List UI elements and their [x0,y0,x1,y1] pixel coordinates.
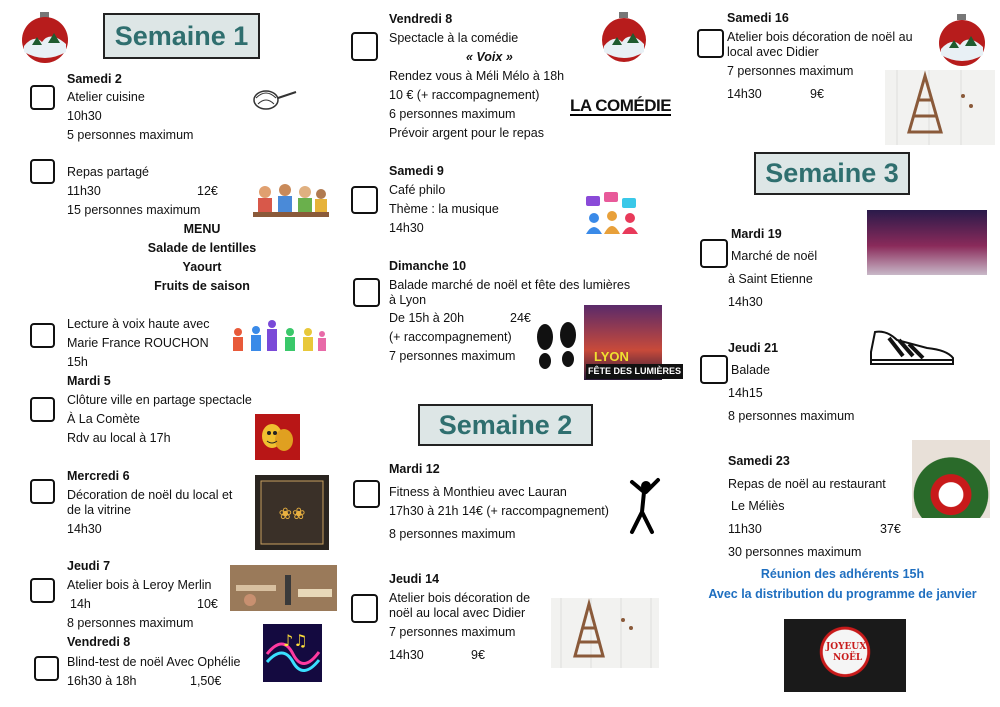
event-text: à Saint Etienne [728,272,813,286]
joyeux-noel-text: JOYEUX [826,642,867,652]
event-text: Balade marché de noël et fête des lumières [389,278,631,292]
event-text: À La Comète [67,412,140,426]
footprints-icon [534,323,580,373]
event-text: 10€ [197,597,218,611]
event-text: 1,50€ [190,674,222,688]
day-title: Samedi 23 [728,454,790,468]
checkbox-marche[interactable] [700,239,728,268]
event-text: 7 personnes maximum [389,349,516,363]
checkbox-bois[interactable] [30,578,55,603]
speech-bubbles-icon [582,192,646,234]
week-1-heading: Semaine 1 [103,13,260,59]
event-text: Fitness à Monthieu avec Lauran [389,485,567,499]
event-text: Marie France ROUCHON [67,336,209,350]
event-text: 12€ [197,184,218,198]
wooden-tree-icon [885,70,995,145]
event-text: 14h30 [67,522,102,536]
event-text: local avec Didier [727,45,819,59]
event-text: noël au local avec Didier [389,606,526,620]
event-text: Rdv au local à 17h [67,431,171,445]
checkbox-cloture[interactable] [30,397,55,422]
svg-text:♪♫: ♪♫ [283,631,308,650]
sign-icon [255,475,329,550]
restaurant-table-photo [912,440,990,518]
menu-item: Yaourt [182,260,222,274]
event-text: 14h [70,597,91,611]
theatre-masks-icon [255,414,300,460]
event-text: à Lyon [389,293,427,307]
checkbox-repas[interactable] [30,159,55,184]
music-notes-icon [263,624,322,682]
checkbox-bois-16[interactable] [697,29,724,58]
checkbox-fitness[interactable] [353,480,380,508]
event-text: Décoration de noël du local et [67,488,233,502]
day-title: Jeudi 7 [67,559,111,573]
week-2-heading: Semaine 2 [418,404,593,446]
event-text: Spectacle à la comédie [389,31,519,45]
day-title: Mardi 12 [389,462,440,476]
menu-item: Salade de lentilles [147,241,257,255]
day-title: Mardi 5 [67,374,111,388]
checkbox-blindtest[interactable] [34,656,59,681]
event-text: 14h30 [389,221,424,235]
fitness-silhouette-icon [624,480,660,534]
event-text: 6 personnes maximum [389,107,516,121]
event-text: Atelier bois décoration de noël au [727,30,913,44]
day-title: Vendredi 8 [67,635,131,649]
event-text: Prévoir argent pour le repas [389,126,544,140]
event-text: 14h30 [727,87,762,101]
event-text: Thème : la musique [389,202,499,216]
event-text: 30 personnes maximum [728,545,862,559]
checkbox-cuisine[interactable] [30,85,55,110]
reading-group-icon [228,318,326,358]
event-text: 11h30 [728,522,762,536]
event-text: Clôture ville en partage spectacle [67,393,252,407]
event-text: 15 personnes maximum [67,203,201,217]
checkbox-cafe[interactable] [351,186,378,214]
reunion-note: Réunion des adhérents 15h [760,567,925,581]
event-text: 10h30 [67,109,102,123]
event-text: Repas de noël au restaurant [728,477,886,491]
event-text: Balade [731,363,770,377]
event-text: 7 personnes maximum [389,625,516,639]
event-text: de la vitrine [67,503,131,517]
event-text: 8 personnes maximum [67,616,194,630]
day-title: Mardi 19 [731,227,782,241]
event-text: 9€ [810,87,824,101]
whisk-icon [248,84,298,112]
tools-icon [230,565,337,611]
checkbox-balade-lyon[interactable] [353,278,380,307]
day-title: Jeudi 14 [389,572,440,586]
event-text: Atelier cuisine [67,90,145,104]
event-text: 37€ [880,522,901,536]
event-text: Blind-test de noël Avec Ophélie [67,655,241,669]
event-text: (+ raccompagnement) [389,330,512,344]
week-3-heading: Semaine 3 [754,152,910,195]
event-text: 14h30 [728,295,763,309]
event-text: 10 € (+ raccompagnement) [389,88,540,102]
wooden-tree-icon [551,598,659,668]
shared-meal-icon [253,168,329,226]
event-text: De 15h à 20h [389,311,465,325]
day-title: Samedi 2 [67,72,122,86]
event-text: 7 personnes maximum [727,64,854,78]
event-text: Marché de noël [731,249,818,263]
joyeux-noel-text: NOËL [833,653,863,663]
event-text: Le Méliès [731,499,785,513]
event-text: 17h30 à 21h 14€ (+ raccompagnement) [389,504,609,518]
event-text: 5 personnes maximum [67,128,194,142]
menu-title: MENU [183,222,221,236]
christmas-ball-icon [938,14,986,68]
event-text: 11h30 [67,184,101,198]
event-text: « Voix » [466,50,513,64]
lyon-label: LYON [594,349,629,364]
event-text: 8 personnes maximum [728,409,855,423]
checkbox-spectacle[interactable] [351,32,378,61]
checkbox-bois-14[interactable] [351,594,378,623]
reunion-note: Avec la distribution du programme de janvier [708,587,977,601]
menu-item: Fruits de saison [154,279,250,293]
event-text: 24€ [510,311,531,325]
day-title: Dimanche 10 [389,259,467,273]
svg-text:❀❀: ❀❀ [278,504,306,523]
checkbox-balade[interactable] [700,355,728,384]
christmas-ball-icon [600,12,648,64]
event-text: 15h [67,355,88,369]
christmas-ball-icon [20,12,70,64]
event-text: Atelier bois décoration de [389,591,531,605]
checkbox-deco[interactable] [30,479,55,504]
event-text: 16h30 à 18h [67,674,137,688]
day-title: Vendredi 8 [389,12,453,26]
sneaker-icon [867,322,957,370]
event-text: 9€ [471,648,485,662]
day-title: Mercredi 6 [67,469,130,483]
event-text: Café philo [389,183,446,197]
event-text: Lecture à voix haute avec [67,317,210,331]
comedie-logo: LA COMÉDIE [570,96,672,115]
event-text: Rendez vous à Méli Mélo à 18h [389,69,565,83]
day-title: Samedi 16 [727,11,789,25]
event-text: 14h30 [389,648,424,662]
event-text: Repas partagé [67,165,150,179]
checkbox-lecture[interactable] [30,323,55,348]
event-text: 8 personnes maximum [389,527,516,541]
day-title: Samedi 9 [389,164,444,178]
christmas-market-photo [867,210,987,275]
event-text: 14h15 [728,386,763,400]
day-title: Jeudi 21 [728,341,779,355]
lyon-subtitle: FÊTE DES LUMIÈRES [586,364,683,379]
event-text: Atelier bois à Leroy Merlin [67,578,212,592]
